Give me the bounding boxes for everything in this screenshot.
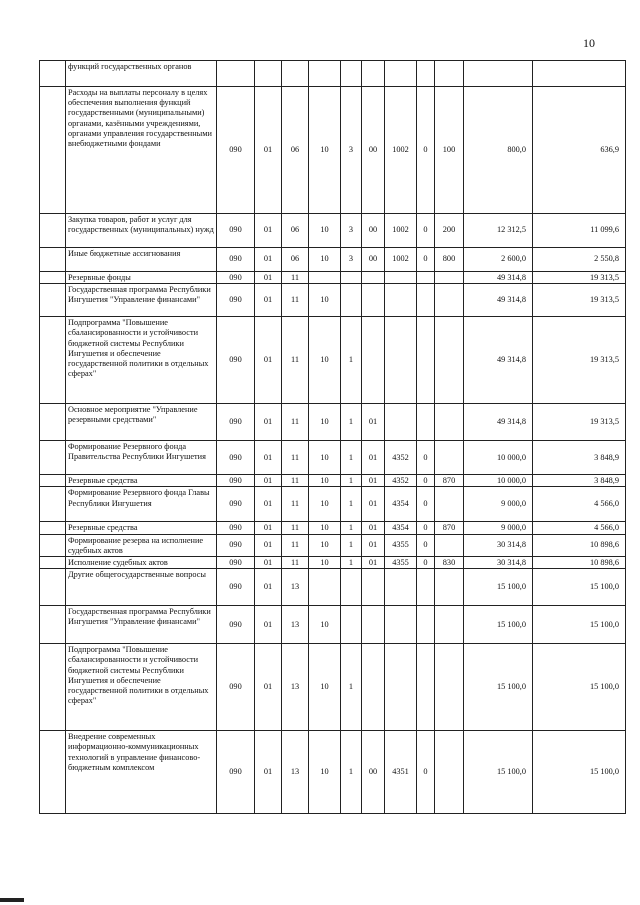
table-row bbox=[40, 731, 626, 814]
row-measure-code bbox=[362, 569, 385, 606]
row-ved-code: 090 bbox=[217, 731, 255, 814]
row-program-code: 10 bbox=[309, 441, 341, 475]
row-section-code: 01 bbox=[255, 284, 282, 317]
row-expense-type-code bbox=[435, 441, 464, 475]
row-expense-type-code bbox=[435, 569, 464, 606]
row-direction-code: 1002 bbox=[385, 87, 417, 214]
row-ved-code: 090 bbox=[217, 475, 255, 487]
row-name: Иные бюджетные ассигнования bbox=[66, 248, 217, 272]
row-suffix-code bbox=[417, 284, 435, 317]
table-row bbox=[40, 441, 626, 475]
row-direction-code bbox=[385, 272, 417, 284]
row-subsection-code bbox=[282, 61, 309, 87]
row-name: Формирование Резервного фонда Правительства Республики Ингушетия bbox=[66, 441, 217, 475]
row-section-code bbox=[255, 61, 282, 87]
row-name: Резервные средства bbox=[66, 475, 217, 487]
row-subprogram-code: 1 bbox=[341, 404, 362, 441]
row-expense-type-code bbox=[435, 404, 464, 441]
page-number: 10 bbox=[583, 36, 595, 50]
row-name: Закупка товаров, работ и услуг для государственных (муниципальных) нужд bbox=[66, 214, 217, 248]
row-subsection-code: 06 bbox=[282, 248, 309, 272]
row-direction-code bbox=[385, 61, 417, 87]
row-section-code: 01 bbox=[255, 475, 282, 487]
row-subsection-code: 13 bbox=[282, 644, 309, 731]
row-measure-code: 01 bbox=[362, 475, 385, 487]
row-ved-code: 090 bbox=[217, 522, 255, 534]
row-plan-amount: 49 314,8 bbox=[464, 404, 533, 441]
row-plan-amount: 30 314,8 bbox=[464, 557, 533, 569]
row-ved-code: 090 bbox=[217, 534, 255, 556]
row-marker-cell bbox=[40, 731, 66, 814]
row-program-code bbox=[309, 61, 341, 87]
row-section-code: 01 bbox=[255, 272, 282, 284]
table-row bbox=[40, 317, 626, 404]
row-marker-cell bbox=[40, 404, 66, 441]
scan-mark bbox=[0, 898, 24, 902]
row-expense-type-code: 100 bbox=[435, 87, 464, 214]
row-name: Формирование Резервного фонда Главы Республики Ингушетия bbox=[66, 487, 217, 522]
row-program-code: 10 bbox=[309, 606, 341, 644]
table-row bbox=[40, 61, 626, 87]
row-actual-amount: 15 100,0 bbox=[533, 606, 626, 644]
row-direction-code: 4352 bbox=[385, 475, 417, 487]
row-ved-code: 090 bbox=[217, 569, 255, 606]
row-suffix-code bbox=[417, 569, 435, 606]
row-subprogram-code bbox=[341, 284, 362, 317]
row-expense-type-code bbox=[435, 731, 464, 814]
row-subprogram-code: 1 bbox=[341, 317, 362, 404]
row-marker-cell bbox=[40, 248, 66, 272]
row-subprogram-code: 3 bbox=[341, 87, 362, 214]
row-marker-cell bbox=[40, 534, 66, 556]
row-section-code: 01 bbox=[255, 522, 282, 534]
row-name: Другие общегосударственные вопросы bbox=[66, 569, 217, 606]
row-name: Формирование резерва на исполнение судебных актов bbox=[66, 534, 217, 556]
row-suffix-code bbox=[417, 404, 435, 441]
row-actual-amount: 636,9 bbox=[533, 87, 626, 214]
row-section-code: 01 bbox=[255, 569, 282, 606]
row-subsection-code: 13 bbox=[282, 731, 309, 814]
row-subsection-code: 11 bbox=[282, 441, 309, 475]
row-marker-cell bbox=[40, 272, 66, 284]
row-name: Расходы на выплаты персоналу в целях обеспечения выполнения функций государственными (муниципальными) органами, казёнными учреждениями, органами управления государственными внебюджетными фондами bbox=[66, 87, 217, 214]
row-section-code: 01 bbox=[255, 87, 282, 214]
row-subprogram-code: 1 bbox=[341, 441, 362, 475]
row-direction-code bbox=[385, 644, 417, 731]
row-direction-code: 1002 bbox=[385, 214, 417, 248]
row-subprogram-code bbox=[341, 272, 362, 284]
table-row bbox=[40, 606, 626, 644]
table-row bbox=[40, 214, 626, 248]
row-subprogram-code: 1 bbox=[341, 644, 362, 731]
row-subsection-code: 11 bbox=[282, 522, 309, 534]
row-subprogram-code bbox=[341, 606, 362, 644]
row-program-code: 10 bbox=[309, 214, 341, 248]
row-measure-code bbox=[362, 606, 385, 644]
row-measure-code: 00 bbox=[362, 214, 385, 248]
row-plan-amount: 15 100,0 bbox=[464, 569, 533, 606]
row-suffix-code: 0 bbox=[417, 557, 435, 569]
row-suffix-code: 0 bbox=[417, 487, 435, 522]
row-expense-type-code: 830 bbox=[435, 557, 464, 569]
row-marker-cell bbox=[40, 317, 66, 404]
row-subprogram-code: 1 bbox=[341, 534, 362, 556]
row-subsection-code: 11 bbox=[282, 404, 309, 441]
row-name: Внедрение современных информационно-коммуникационных технологий в управление финансово-бюджетным комплексом bbox=[66, 731, 217, 814]
row-actual-amount: 3 848,9 bbox=[533, 475, 626, 487]
row-measure-code: 01 bbox=[362, 404, 385, 441]
row-direction-code bbox=[385, 284, 417, 317]
row-measure-code: 01 bbox=[362, 441, 385, 475]
row-direction-code: 4354 bbox=[385, 522, 417, 534]
row-section-code: 01 bbox=[255, 534, 282, 556]
row-direction-code bbox=[385, 569, 417, 606]
row-actual-amount: 3 848,9 bbox=[533, 441, 626, 475]
row-subsection-code: 13 bbox=[282, 606, 309, 644]
row-program-code: 10 bbox=[309, 87, 341, 214]
row-plan-amount: 9 000,0 bbox=[464, 522, 533, 534]
row-expense-type-code bbox=[435, 61, 464, 87]
row-expense-type-code bbox=[435, 644, 464, 731]
row-subsection-code: 11 bbox=[282, 557, 309, 569]
row-actual-amount: 4 566,0 bbox=[533, 487, 626, 522]
row-expense-type-code bbox=[435, 284, 464, 317]
row-plan-amount: 800,0 bbox=[464, 87, 533, 214]
row-program-code: 10 bbox=[309, 644, 341, 731]
row-name: Подпрограмма "Повышение сбалансированности и устойчивости бюджетной системы Республики Ингушетия и обеспечение государственной политики в отдельных сферах" bbox=[66, 644, 217, 731]
row-plan-amount: 10 000,0 bbox=[464, 475, 533, 487]
row-subprogram-code: 1 bbox=[341, 487, 362, 522]
row-measure-code bbox=[362, 317, 385, 404]
table-row bbox=[40, 644, 626, 731]
row-section-code: 01 bbox=[255, 404, 282, 441]
row-section-code: 01 bbox=[255, 214, 282, 248]
row-plan-amount: 15 100,0 bbox=[464, 644, 533, 731]
row-subsection-code: 11 bbox=[282, 284, 309, 317]
table-row bbox=[40, 87, 626, 214]
row-actual-amount: 10 898,6 bbox=[533, 557, 626, 569]
row-ved-code: 090 bbox=[217, 487, 255, 522]
row-actual-amount: 19 313,5 bbox=[533, 317, 626, 404]
row-plan-amount: 15 100,0 bbox=[464, 606, 533, 644]
row-program-code: 10 bbox=[309, 317, 341, 404]
row-subsection-code: 06 bbox=[282, 214, 309, 248]
row-plan-amount bbox=[464, 61, 533, 87]
row-actual-amount: 19 313,5 bbox=[533, 404, 626, 441]
table-row bbox=[40, 557, 626, 569]
row-ved-code: 090 bbox=[217, 272, 255, 284]
row-ved-code: 090 bbox=[217, 214, 255, 248]
row-measure-code: 01 bbox=[362, 557, 385, 569]
row-marker-cell bbox=[40, 606, 66, 644]
row-program-code: 10 bbox=[309, 534, 341, 556]
row-actual-amount: 4 566,0 bbox=[533, 522, 626, 534]
row-actual-amount: 15 100,0 bbox=[533, 569, 626, 606]
row-ved-code: 090 bbox=[217, 557, 255, 569]
row-plan-amount: 49 314,8 bbox=[464, 284, 533, 317]
row-marker-cell bbox=[40, 284, 66, 317]
row-subsection-code: 11 bbox=[282, 487, 309, 522]
row-expense-type-code: 870 bbox=[435, 475, 464, 487]
row-marker-cell bbox=[40, 487, 66, 522]
row-plan-amount: 9 000,0 bbox=[464, 487, 533, 522]
row-direction-code bbox=[385, 317, 417, 404]
row-actual-amount bbox=[533, 61, 626, 87]
row-measure-code bbox=[362, 644, 385, 731]
row-program-code: 10 bbox=[309, 731, 341, 814]
row-measure-code: 00 bbox=[362, 731, 385, 814]
row-name: Государственная программа Республики Ингушетия "Управление финансами" bbox=[66, 284, 217, 317]
row-section-code: 01 bbox=[255, 487, 282, 522]
row-measure-code: 01 bbox=[362, 534, 385, 556]
row-expense-type-code: 870 bbox=[435, 522, 464, 534]
row-plan-amount: 12 312,5 bbox=[464, 214, 533, 248]
table-row bbox=[40, 248, 626, 272]
row-plan-amount: 2 600,0 bbox=[464, 248, 533, 272]
row-subprogram-code: 3 bbox=[341, 214, 362, 248]
row-direction-code: 4354 bbox=[385, 487, 417, 522]
row-subprogram-code: 3 bbox=[341, 248, 362, 272]
row-suffix-code bbox=[417, 606, 435, 644]
row-ved-code: 090 bbox=[217, 644, 255, 731]
row-ved-code: 090 bbox=[217, 284, 255, 317]
row-section-code: 01 bbox=[255, 644, 282, 731]
row-marker-cell bbox=[40, 569, 66, 606]
row-name: Подпрограмма "Повышение сбалансированности и устойчивости бюджетной системы Республики Ингушетия и обеспечение государственной политики в отдельных сферах" bbox=[66, 317, 217, 404]
row-suffix-code: 0 bbox=[417, 248, 435, 272]
row-subprogram-code: 1 bbox=[341, 475, 362, 487]
row-suffix-code: 0 bbox=[417, 522, 435, 534]
row-marker-cell bbox=[40, 522, 66, 534]
row-measure-code: 01 bbox=[362, 522, 385, 534]
row-program-code: 10 bbox=[309, 475, 341, 487]
row-subprogram-code bbox=[341, 569, 362, 606]
row-program-code: 10 bbox=[309, 248, 341, 272]
row-suffix-code: 0 bbox=[417, 441, 435, 475]
row-program-code: 10 bbox=[309, 404, 341, 441]
row-measure-code: 01 bbox=[362, 487, 385, 522]
row-subprogram-code: 1 bbox=[341, 557, 362, 569]
row-program-code: 10 bbox=[309, 284, 341, 317]
table-row bbox=[40, 272, 626, 284]
row-plan-amount: 49 314,8 bbox=[464, 272, 533, 284]
row-measure-code: 00 bbox=[362, 87, 385, 214]
row-subsection-code: 13 bbox=[282, 569, 309, 606]
row-actual-amount: 19 313,5 bbox=[533, 272, 626, 284]
row-section-code: 01 bbox=[255, 248, 282, 272]
table-row bbox=[40, 534, 626, 556]
row-subsection-code: 11 bbox=[282, 475, 309, 487]
row-subsection-code: 11 bbox=[282, 272, 309, 284]
row-direction-code bbox=[385, 404, 417, 441]
row-measure-code: 00 bbox=[362, 248, 385, 272]
row-program-code: 10 bbox=[309, 557, 341, 569]
row-section-code: 01 bbox=[255, 441, 282, 475]
row-program-code: 10 bbox=[309, 522, 341, 534]
row-marker-cell bbox=[40, 61, 66, 87]
row-suffix-code: 0 bbox=[417, 87, 435, 214]
row-plan-amount: 10 000,0 bbox=[464, 441, 533, 475]
row-measure-code bbox=[362, 272, 385, 284]
row-section-code: 01 bbox=[255, 606, 282, 644]
row-suffix-code: 0 bbox=[417, 534, 435, 556]
row-marker-cell bbox=[40, 441, 66, 475]
row-program-code bbox=[309, 569, 341, 606]
row-program-code: 10 bbox=[309, 487, 341, 522]
row-name: Основное мероприятие "Управление резервными средствами" bbox=[66, 404, 217, 441]
row-suffix-code: 0 bbox=[417, 214, 435, 248]
row-subsection-code: 11 bbox=[282, 534, 309, 556]
row-marker-cell bbox=[40, 644, 66, 731]
row-ved-code bbox=[217, 61, 255, 87]
row-marker-cell bbox=[40, 475, 66, 487]
row-subprogram-code: 1 bbox=[341, 731, 362, 814]
row-name: Резервные фонды bbox=[66, 272, 217, 284]
row-suffix-code bbox=[417, 317, 435, 404]
row-section-code: 01 bbox=[255, 557, 282, 569]
row-plan-amount: 49 314,8 bbox=[464, 317, 533, 404]
row-actual-amount: 11 099,6 bbox=[533, 214, 626, 248]
row-actual-amount: 15 100,0 bbox=[533, 644, 626, 731]
row-plan-amount: 30 314,8 bbox=[464, 534, 533, 556]
row-subprogram-code bbox=[341, 61, 362, 87]
table-row bbox=[40, 475, 626, 487]
row-actual-amount: 2 550,8 bbox=[533, 248, 626, 272]
row-program-code bbox=[309, 272, 341, 284]
row-actual-amount: 10 898,6 bbox=[533, 534, 626, 556]
row-subprogram-code: 1 bbox=[341, 522, 362, 534]
row-name: Государственная программа Республики Ингушетия "Управление финансами" bbox=[66, 606, 217, 644]
row-name: Исполнение судебных актов bbox=[66, 557, 217, 569]
row-direction-code: 4352 bbox=[385, 441, 417, 475]
row-suffix-code: 0 bbox=[417, 475, 435, 487]
row-measure-code bbox=[362, 284, 385, 317]
row-name: функций государственных органов bbox=[66, 61, 217, 87]
row-subsection-code: 11 bbox=[282, 317, 309, 404]
row-expense-type-code bbox=[435, 534, 464, 556]
row-marker-cell bbox=[40, 557, 66, 569]
row-direction-code: 4355 bbox=[385, 557, 417, 569]
row-section-code: 01 bbox=[255, 731, 282, 814]
row-actual-amount: 19 313,5 bbox=[533, 284, 626, 317]
table-row bbox=[40, 487, 626, 522]
table-row bbox=[40, 522, 626, 534]
row-marker-cell bbox=[40, 87, 66, 214]
row-subsection-code: 06 bbox=[282, 87, 309, 214]
row-expense-type-code bbox=[435, 317, 464, 404]
row-direction-code: 1002 bbox=[385, 248, 417, 272]
budget-table bbox=[39, 60, 626, 814]
row-ved-code: 090 bbox=[217, 441, 255, 475]
row-measure-code bbox=[362, 61, 385, 87]
row-expense-type-code bbox=[435, 606, 464, 644]
row-suffix-code bbox=[417, 61, 435, 87]
row-expense-type-code: 800 bbox=[435, 248, 464, 272]
row-suffix-code: 0 bbox=[417, 731, 435, 814]
table-row bbox=[40, 404, 626, 441]
row-ved-code: 090 bbox=[217, 404, 255, 441]
row-name: Резервные средства bbox=[66, 522, 217, 534]
row-ved-code: 090 bbox=[217, 317, 255, 404]
row-direction-code bbox=[385, 606, 417, 644]
row-suffix-code bbox=[417, 272, 435, 284]
table-row bbox=[40, 569, 626, 606]
row-ved-code: 090 bbox=[217, 87, 255, 214]
row-suffix-code bbox=[417, 644, 435, 731]
row-plan-amount: 15 100,0 bbox=[464, 731, 533, 814]
row-direction-code: 4355 bbox=[385, 534, 417, 556]
row-direction-code: 4351 bbox=[385, 731, 417, 814]
row-ved-code: 090 bbox=[217, 606, 255, 644]
row-marker-cell bbox=[40, 214, 66, 248]
row-expense-type-code bbox=[435, 487, 464, 522]
row-expense-type-code bbox=[435, 272, 464, 284]
row-section-code: 01 bbox=[255, 317, 282, 404]
row-actual-amount: 15 100,0 bbox=[533, 731, 626, 814]
row-expense-type-code: 200 bbox=[435, 214, 464, 248]
row-ved-code: 090 bbox=[217, 248, 255, 272]
table-row bbox=[40, 284, 626, 317]
